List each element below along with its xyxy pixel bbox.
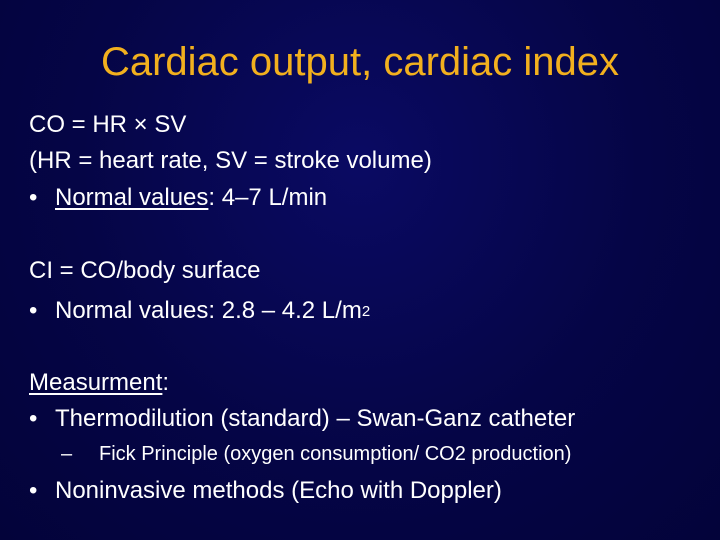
- co-formula-line: [29, 111, 186, 139]
- ci-normal-values-item: [29, 297, 370, 328]
- measurement-label: Measurment: [29, 369, 163, 396]
- co-normal-value: : 4–7 L/min: [208, 184, 328, 211]
- hr-sv-note: (HR = heart rate, SV = stroke volume): [29, 147, 432, 174]
- bullet-icon: •: [29, 184, 38, 211]
- bullet-icon: •: [29, 297, 38, 324]
- normal-values-label: Normal values: [55, 184, 209, 211]
- thermodilution-item: [29, 405, 575, 433]
- ci-formula: = CO/body surface: [53, 257, 261, 284]
- ci-unit-superscript: 2: [361, 303, 371, 320]
- co-normal-values-item: [29, 184, 327, 212]
- fick-principle-subitem: [61, 442, 571, 466]
- fick-principle-text: Fick Principle (oxygen consumption/ CO2 production): [99, 443, 572, 465]
- ci-formula-line: [29, 257, 260, 285]
- noninvasive-item: [29, 477, 502, 505]
- noninvasive-text: Noninvasive methods (Echo with Doppler): [55, 477, 502, 504]
- co-term: CO: [29, 111, 65, 138]
- slide-title: Cardiac output, cardiac index: [100, 40, 620, 84]
- ci-normal-value: Normal values: 2.8 – 4.2 L/m: [55, 297, 362, 324]
- bullet-icon: •: [29, 405, 38, 432]
- measurement-colon: :: [162, 369, 170, 396]
- ci-term: CI: [29, 257, 53, 284]
- dash-icon: –: [61, 443, 73, 465]
- bullet-icon: •: [29, 477, 38, 504]
- measurement-heading: [29, 369, 169, 397]
- co-formula: = HR × SV: [65, 111, 187, 138]
- thermodilution-text: Thermodilution (standard) – Swan-Ganz catheter: [55, 405, 576, 432]
